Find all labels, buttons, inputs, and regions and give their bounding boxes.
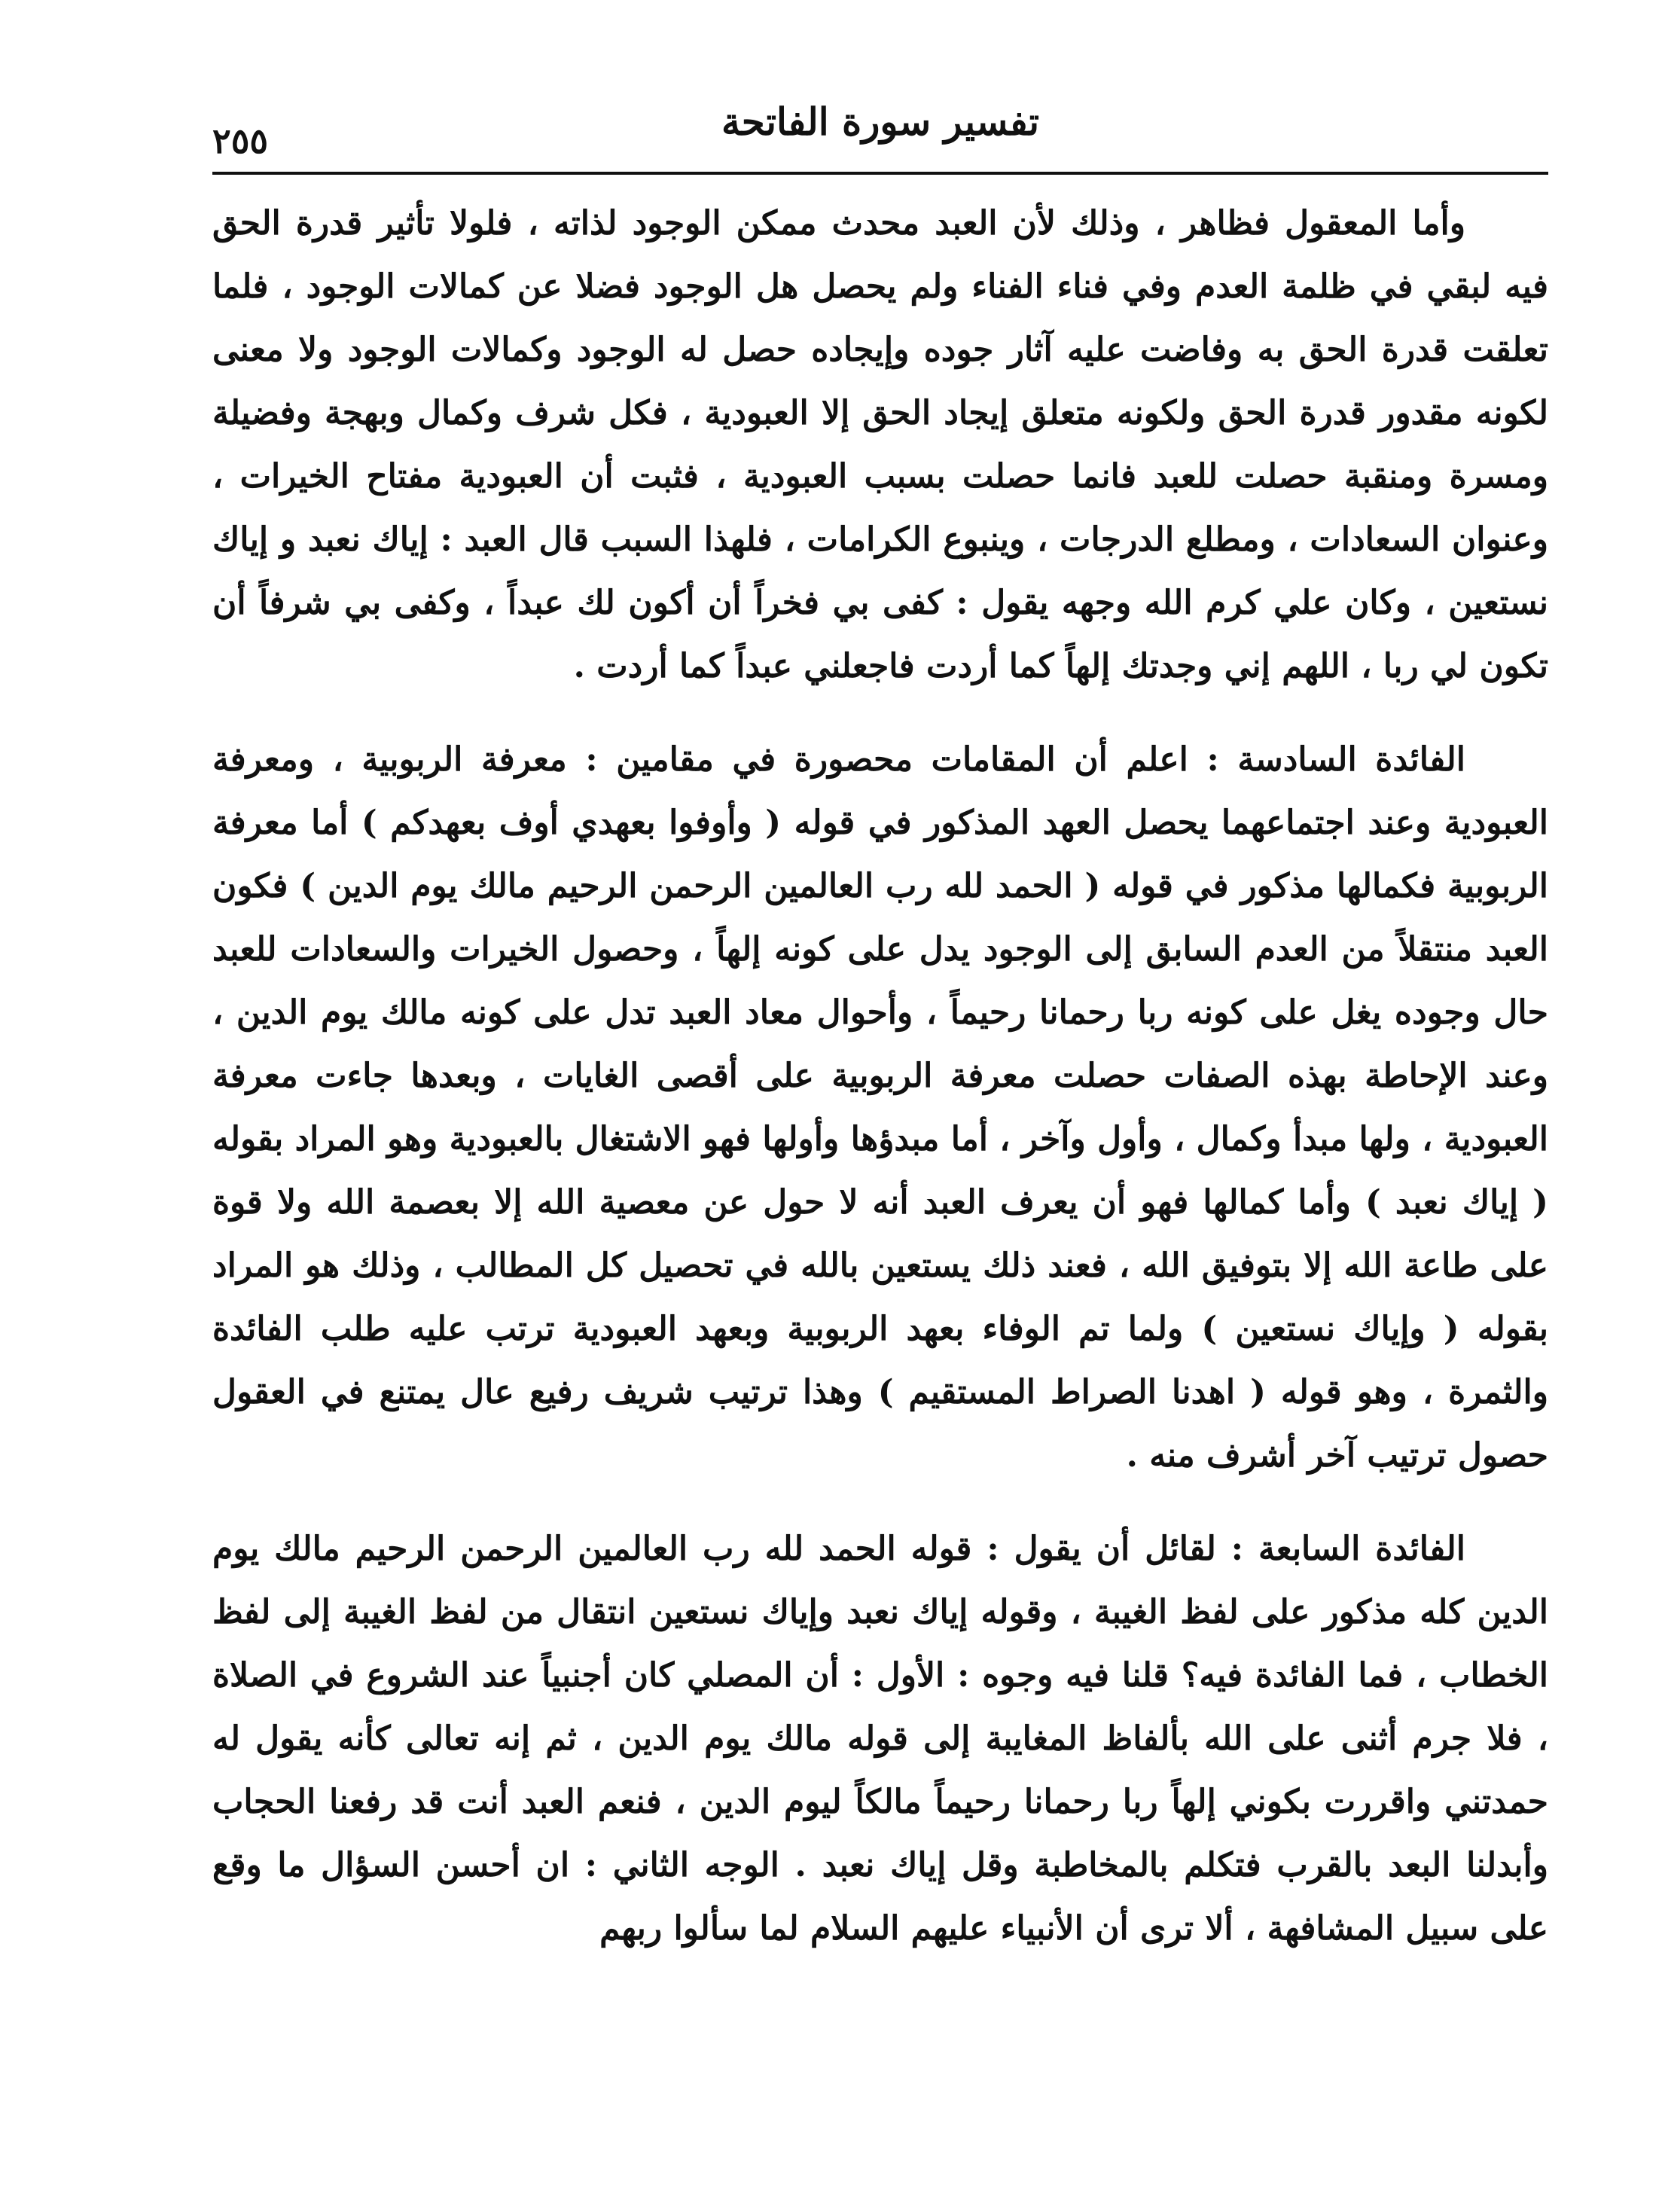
header-divider	[212, 172, 1548, 175]
running-header	[212, 89, 1548, 172]
page-number: ٢٥٥	[212, 121, 269, 161]
paragraph-2: الفائدة السادسة : اعلم أن المقامات محصورة في مقامين : معرفة الربوبية ، ومعرفة العبودية وعند اجتماعهما يحصل العهد المذكور في قوله ( وأوفوا بعهدي أوف بعهدكم ) أما معرفة الربوبية فكمالها مذكور في قوله ( الحمد لله رب العالمين الرحمن الرحيم مالك يوم الدين ) فكون العبد منتقلاً من العدم السابق إلى الوجود يدل على كونه إلهاً ، وحصول الخيرات والسعادات للعبد حال وجوده يغل على كونه ربا رحمانا رحيماً ، وأحوال معاد العبد تدل على كونه مالك يوم الدين ، وعند الإحاطة بهذه الصفات حصلت معرفة الربوبية على أقصى الغايات ، وبعدها جاءت معرفة العبودية ، ولها مبدأ وكمال ، وأول وآخر ، أما مبدؤها وأولها فهو الاشتغال بالعبودية وهو المراد بقوله ( إياك نعبد ) وأما كمالها فهو أن يعرف العبد أنه لا حول عن معصية الله إلا بعصمة الله ولا قوة على طاعة الله إلا بتوفيق الله ، فعند ذلك يستعين بالله في تحصيل كل المطالب ، وذلك هو المراد بقوله ( وإياك نستعين ) ولما تم الوفاء بعهد الربوبية وبعهد العبودية ترتب عليه طلب الفائدة والثمرة ، وهو قوله ( اهدنا الصراط المستقيم ) وهذا ترتيب شريف رفيع عال يمتنع في العقول حصول ترتيب آخر أشرف منه .	[212, 740, 1548, 1475]
paragraph-3: الفائدة السابعة : لقائل أن يقول : قوله الحمد لله رب العالمين الرحمن الرحيم مالك يوم الدين كله مذكور على لفظ الغيبة ، وقوله إياك نعبد وإياك نستعين انتقال من لفظ الغيبة إلى لفظ الخطاب ، فما الفائدة فيه؟ قلنا فيه وجوه : الأول : أن المصلي كان أجنبياً عند الشروع في الصلاة ، فلا جرم أثنى على الله بألفاظ المغايبة إلى قوله مالك يوم الدين ، ثم إنه تعالى كأنه يقول له حمدتني واقررت بكوني إلهاً ربا رحمانا رحيماً مالكاً ليوم الدين ، فنعم العبد أنت قد رفعنا الحجاب وأبدلنا البعد بالقرب فتكلم بالمخاطبة وقل إياك نعبد . الوجه الثاني : ان أحسن السؤال ما وقع على سبيل المشافهة ، ألا ترى أن الأنبياء عليهم السلام لما سألوا ربهم	[212, 1530, 1548, 1948]
body-text	[212, 192, 1548, 1960]
paragraph-1: وأما المعقول فظاهر ، وذلك لأن العبد محدث ممكن الوجود لذاته ، فلولا تأثير قدرة الحق فيه لبقي في ظلمة العدم وفي فناء الفناء ولم يحصل هل الوجود فضلا عن كمالات الوجود ، فلما تعلقت قدرة الحق به وفاضت عليه آثار جوده وإيجاده حصل له الوجود وكمالات الوجود ولا معنى لكونه مقدور قدرة الحق ولكونه متعلق إيجاد الحق إلا العبودية ، فكل شرف وكمال وبهجة وفضيلة ومسرة ومنقبة حصلت للعبد فانما حصلت بسبب العبودية ، فثبت أن العبودية مفتاح الخيرات ، وعنوان السعادات ، ومطلع الدرجات ، وينبوع الكرامات ، فلهذا السبب قال العبد : إياك نعبد و إياك نستعين ، وكان علي كرم الله وجهه يقول : كفى بي فخراً أن أكون لك عبداً ، وكفى بي شرفاً أن تكون لي ربا ، اللهم إني وجدتك إلهاً كما أردت فاجعلني عبداً كما أردت .	[212, 204, 1548, 685]
header-title: تفسير سورة الفاتحة	[721, 99, 1040, 144]
